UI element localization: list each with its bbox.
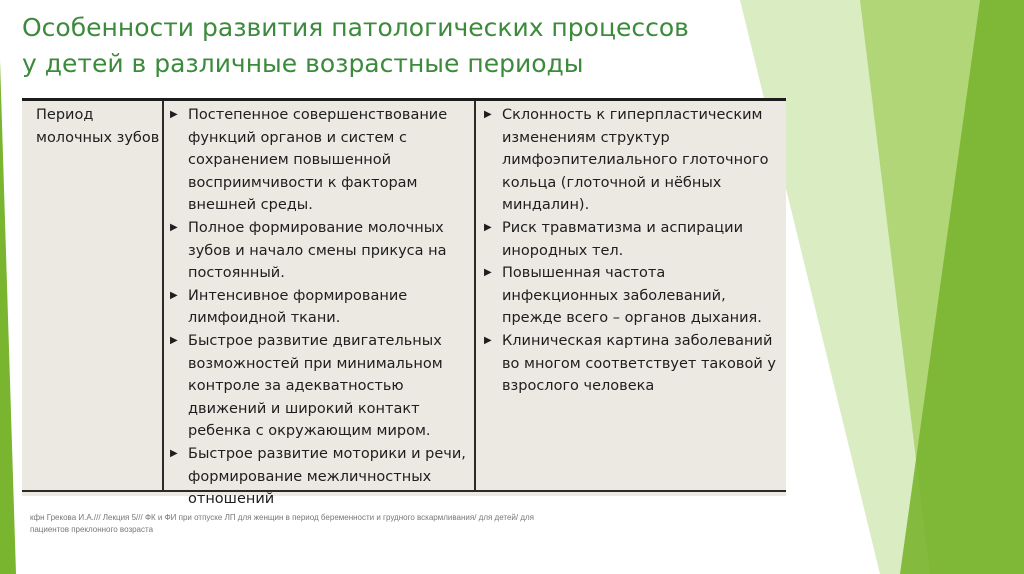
triangle-right-icon: ▶ xyxy=(484,109,492,120)
bullet-text: Риск травматизма и аспирации инородных тел. xyxy=(502,219,744,259)
period-cell: Период молочных зубов xyxy=(36,107,160,146)
title-line-2: у детей в различные возрастные периоды xyxy=(22,49,584,78)
title-line-1: Особенности развития патологических процессов xyxy=(22,13,689,42)
triangle-right-icon: ▶ xyxy=(484,267,492,279)
scanned-table-image xyxy=(22,98,786,508)
triangle-right-icon: ▶ xyxy=(484,334,492,346)
bullet-item xyxy=(170,217,466,285)
bullet-item xyxy=(484,217,779,262)
bullet-text: Интенсивное формирование лимфоидной ткани. xyxy=(188,287,408,327)
triangle-right-icon: ▶ xyxy=(170,109,178,120)
bullet-text: Клиническая картина заболеваний во многом соответствует таковой у взрослого человека xyxy=(502,332,776,395)
triangle-right-icon: ▶ xyxy=(484,221,492,233)
slide-title xyxy=(22,10,822,82)
bullet-text: Повышенная частота инфекционных заболеваний, прежде всего – органов дыхания. xyxy=(502,265,762,327)
bullet-text: Полное формирование молочных зубов и начало смены прикуса на постоянный. xyxy=(188,219,447,282)
column-divider-2 xyxy=(474,101,476,490)
bullet-item xyxy=(170,330,466,443)
bullet-text: Склонность к гиперпластическим изменениям структур лимфоэпителиального глоточного кольца (глоточной и нёбных миндалин). xyxy=(502,107,769,214)
left-green-strip xyxy=(0,60,16,574)
triangle-right-icon: ▶ xyxy=(170,289,178,301)
bullet-item xyxy=(484,330,779,398)
bullet-item xyxy=(170,285,466,330)
bullet-text: Быстрое развитие двигательных возможностей при минимальном контроле за адекватностью движений и широкий контакт ребенка с окружающим миром. xyxy=(188,332,443,440)
bullet-text: Быстрое развитие моторики и речи, формирование межличностных отношений xyxy=(188,445,466,508)
bullet-item xyxy=(170,104,466,217)
bullet-item xyxy=(484,104,779,217)
pathology-cell xyxy=(484,104,779,398)
triangle-right-icon: ▶ xyxy=(170,334,178,346)
triangle-right-icon: ▶ xyxy=(170,221,178,233)
bullet-text: Постепенное совершенствование функций органов и систем с сохранением повышенной восприимчивости к факторам внешней среды. xyxy=(188,107,448,214)
bullet-item xyxy=(170,443,466,511)
column-divider-1 xyxy=(162,101,164,490)
table-top-border xyxy=(22,98,786,101)
features-cell xyxy=(170,104,466,511)
bullet-item xyxy=(484,262,779,330)
triangle-right-icon: ▶ xyxy=(170,447,178,459)
slide-footer: кфн Грекова И.А./// Лекция 5/// ФК и ФИ при отпуске ЛП для женщин в период беременности и грудного вскармливания/ для детей/ для пациентов преклонного возраста xyxy=(30,513,534,534)
